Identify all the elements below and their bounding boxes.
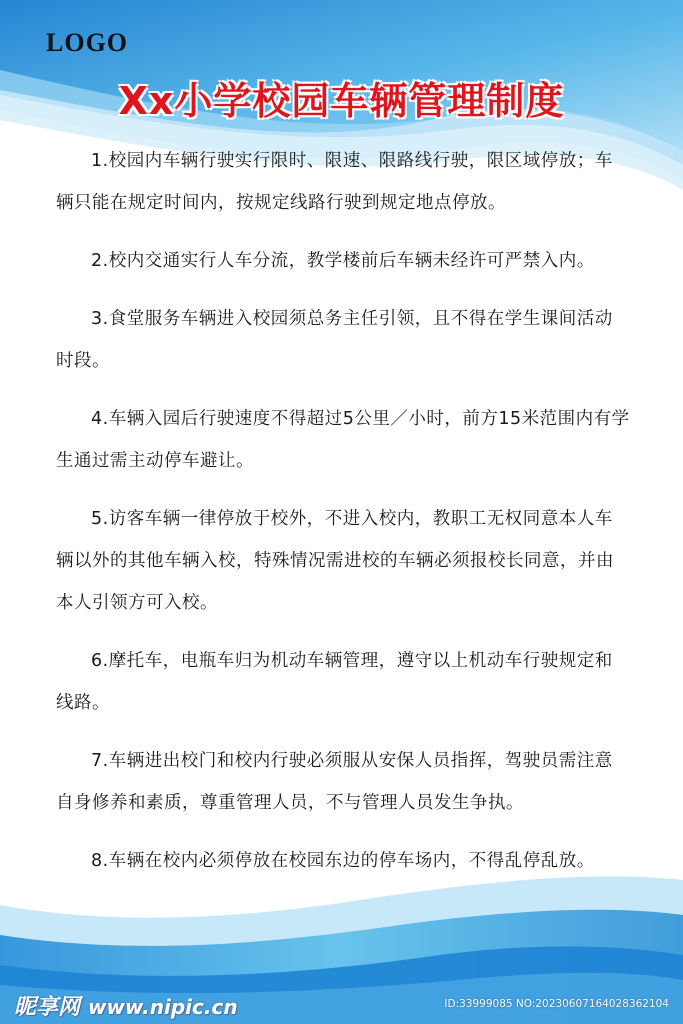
watermark-url: www.nipic.cn [88,995,238,1019]
rule-item: 2.校内交通实行人车分流，教学楼前后车辆未经许可严禁入内。 [91,251,595,271]
rule-item: 4.车辆入园后行驶速度不得超过5公里／小时，前方15米范围内有学生通过需主动停车避让。 [56,409,630,471]
rule-item: 1.校园内车辆行驶实行限时、限速、限路线行驶，限区域停放；车辆只能在规定时间内，按规定线路行驶到规定地点停放。 [56,151,613,213]
rule-item: 8.车辆在校内必须停放在校园东边的停车场内，不得乱停乱放。 [91,851,595,871]
rules-list [56,140,630,898]
logo-placeholder: LOGO [46,28,129,57]
image-id-label: ID:33999085 NO:20230607164028362104 [444,998,669,1010]
watermark-brand: 昵享网 [14,995,81,1020]
rule-item: 5.访客车辆一律停放于校外，不进入校内，教职工无权同意本人车辆以外的其他车辆入校，特殊情况需进校的车辆必须报校长同意，并由本人引领方可入校。 [56,509,614,613]
site-watermark [14,990,238,1021]
rule-item: 3.食堂服务车辆进入校园须总务主任引领，且不得在学生课间活动时段。 [56,309,613,371]
page-title: Xx小学校园车辆管理制度 [118,79,565,123]
rule-item: 6.摩托车，电瓶车归为机动车辆管理，遵守以上机动车行驶规定和线路。 [56,651,613,713]
rule-item: 7.车辆进出校门和校内行驶必须服从安保人员指挥，驾驶员需注意自身修养和素质，尊重管理人员，不与管理人员发生争执。 [56,751,613,813]
